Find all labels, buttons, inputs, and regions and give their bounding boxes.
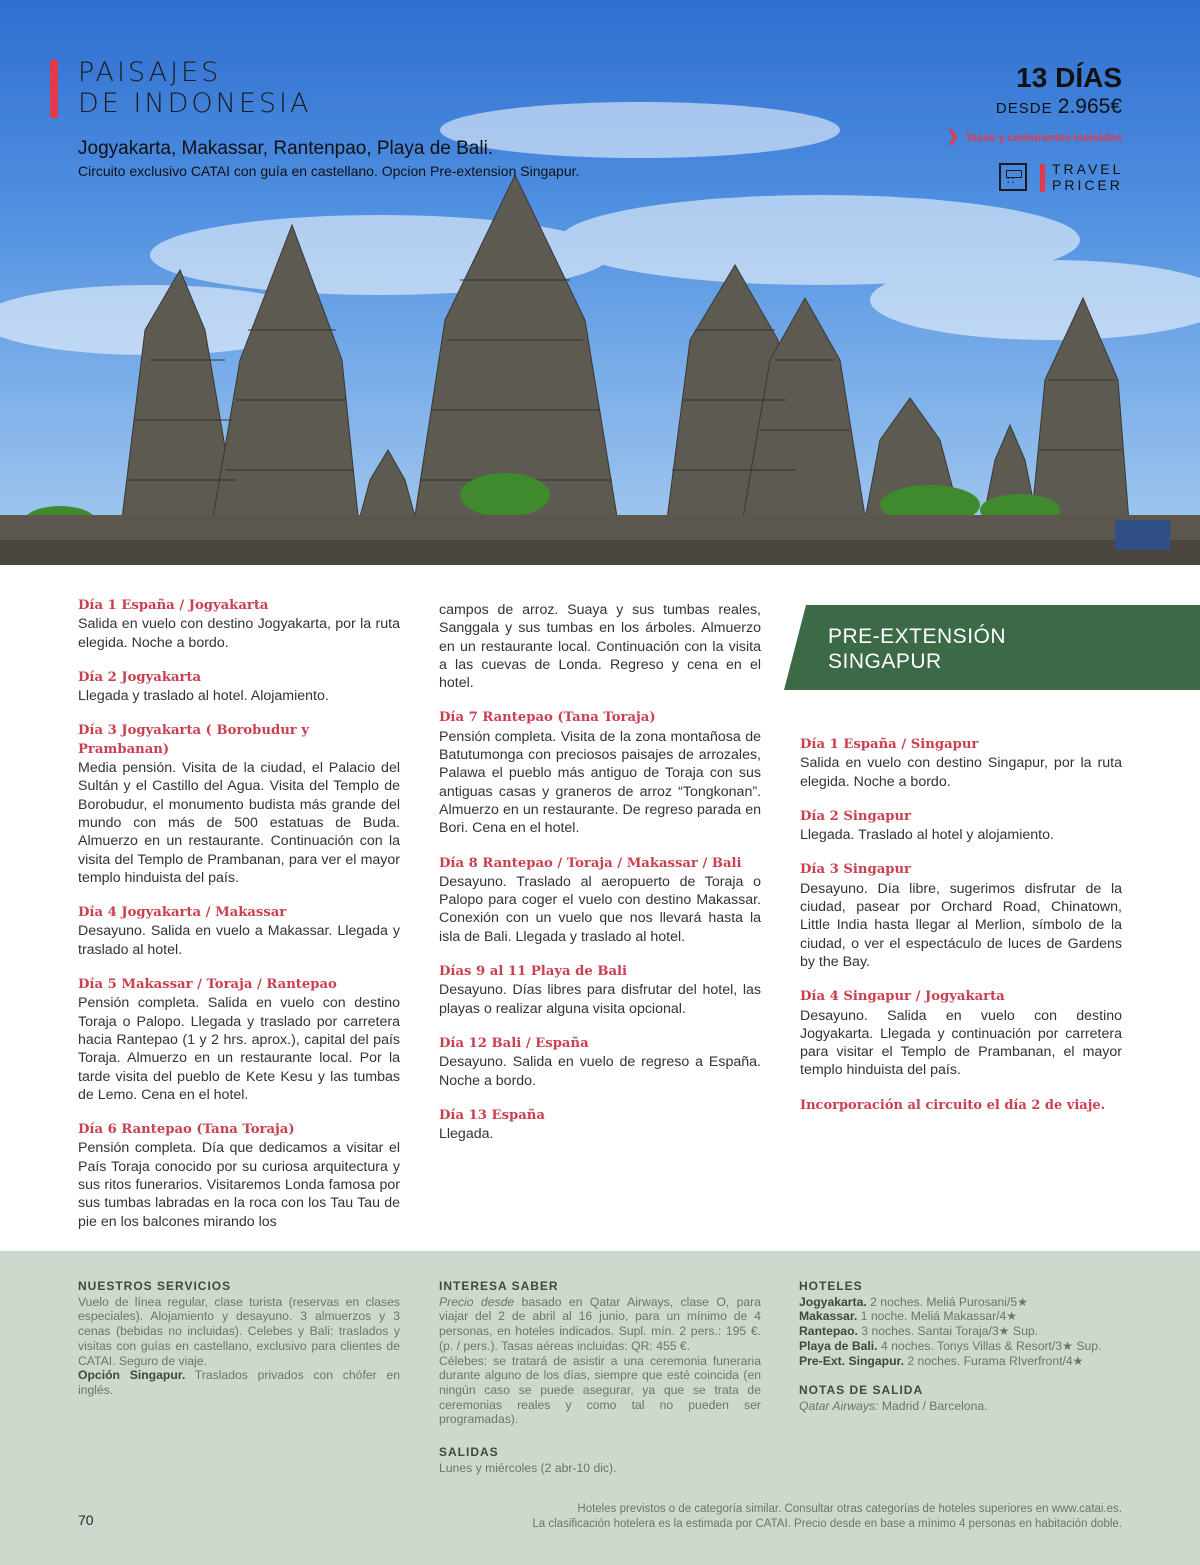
services-heading: NUESTROS SERVICIOS	[78, 1279, 232, 1293]
departures-heading: SALIDAS	[439, 1445, 499, 1459]
day-title: Día 8 Rantepao / Toraja / Makassar / Bali	[439, 855, 742, 871]
day-title: Día 4 Jogyakarta / Makassar	[78, 905, 287, 921]
day-text: Salida en vuelo con destino Jogyakarta, por la ruta elegida. Noche a bordo.	[78, 616, 400, 651]
extension-title	[828, 624, 1006, 674]
taxes-note	[947, 127, 1123, 145]
chevron-right-icon: ❯	[946, 128, 960, 145]
day-2	[78, 669, 400, 706]
disclaimer-line-2: La clasificación hotelera es la estimada por CATAI. Precio desde en base a mínimo 4 personas en habitación doble.	[532, 1518, 1122, 1530]
disclaimer-line-1: Hoteles previstos o de categoría similar. Consultar otras categorías de hoteles superiores en www.catai.es.	[577, 1503, 1122, 1515]
ext-day-4	[800, 988, 1122, 1079]
itinerary-column-1	[78, 597, 400, 1248]
day-title: Día 7 Rantepao (Tana Toraja)	[439, 710, 656, 726]
departures-section	[439, 1445, 761, 1475]
day-text: Desayuno. Salida en vuelo de regreso a España. Noche a bordo.	[439, 1054, 761, 1089]
page-title	[78, 57, 311, 119]
interest-text-2: Célebes: se tratará de asistir a una ceremonia funeraria durante alguno de los días, siempre que esté coincida (en ningún caso se puede asegurar, ya que se trata de ceremonias reales y como tal no pueden ser programadas).	[439, 1353, 761, 1427]
day-title: Día 1 España / Singapur	[800, 737, 979, 752]
interest-section	[439, 1279, 761, 1427]
hotel-city: Rantepao.	[799, 1324, 858, 1339]
day-6	[78, 1121, 400, 1231]
day-title: Día 2 Jogyakarta	[78, 669, 202, 685]
hotel-detail: 2 noches. Meliá Purosani/5★	[866, 1294, 1029, 1309]
hotel-item	[799, 1295, 1129, 1310]
interest-text	[439, 1295, 761, 1354]
day-1	[78, 597, 400, 652]
ruins-base	[0, 540, 1200, 565]
day-title: Día 12 Bali / España	[439, 1035, 589, 1051]
travel-pricer-line-1: TRAVEL	[1052, 161, 1124, 177]
interest-heading: INTERESA SABER	[439, 1279, 559, 1293]
day-text: Pensión completa. Día que dedicamos a visitar el País Toraja conocido por su curiosa arquitectura y sus ritos funerarios. Visitaremos Londa famosa por sus tumbas labradas en la roca con los Tau Tau de pie en los balcones mirando los	[78, 1140, 400, 1230]
hotel-item	[799, 1354, 1129, 1369]
route-summary: Jogyakarta, Makassar, Rantenpao, Playa de Bali.	[78, 138, 494, 159]
departure-notes-section	[799, 1383, 1129, 1413]
day-3	[78, 722, 400, 887]
trip-duration: 13 DÍAS	[1016, 62, 1122, 93]
ext-day-3	[800, 861, 1122, 971]
services-body: Vuelo de línea regular, clase turista (reservas en clases especiales). Alojamiento y desayuno. 3 almuerzos y 3 cenas (bebidas no incluidas). Celebes y Bali: traslados y visitas con guías en castellano, exclusivo para clientes de CATAI. Seguro de viaje.	[78, 1294, 400, 1368]
hotel-detail: 1 noche. Meliá Makassar/4★	[857, 1309, 1018, 1324]
interest-body: basado en Qatar Airways, clase O, para viajar del 2 de abril al 16 junio, para un mínimo de 4 personas, en hoteles indicados. Supl. mín. 2 pers.: 195 €. (p. / pers.). Tasas aéreas incluidas: QR: 455 €.	[439, 1294, 762, 1353]
day-text: Desayuno. Salida en vuelo a Makassar. Llegada y traslado al hotel.	[78, 923, 400, 958]
day-text: Salida en vuelo con destino Singapur, por la ruta elegida. Noche a bordo.	[800, 755, 1122, 790]
day-4	[78, 904, 400, 959]
title-line-1: PAISAJES	[78, 57, 222, 88]
travel-pricer-logo[interactable]	[1052, 161, 1123, 193]
hotels-heading: HOTELES	[799, 1279, 863, 1293]
extension-column	[800, 736, 1122, 1115]
day-text: campos de arroz. Suaya y sus tumbas reales, Sanggala y sus tumbas en los árboles. Almuerzo en un restaurante local. Continuación con la visita a las cuevas de Londa. Regreso y cena en el hotel.	[439, 602, 761, 692]
day-text: Desayuno. Días libres para disfrutar del hotel, las playas o realizar alguna visita opcional.	[439, 982, 761, 1017]
services-section	[78, 1279, 400, 1398]
day-text: Desayuno. Traslado al aeropuerto de Toraja o Palopo para coger el vuelo con destino Makassar. Conexión con un vuelo que nos llevará hasta la isla de Bali. Llegada y traslado al hotel.	[439, 873, 761, 945]
day-text: Desayuno. Día libre, sugerimos disfrutar de la ciudad, pasear por Orchard Road, Chinatown, Little India hasta llegar al Merlion, símbolo de la ciudad, o ver el espectáculo de luces de Gardens by the Bay.	[800, 880, 1122, 970]
hotel-city: Makassar.	[799, 1309, 858, 1324]
travel-pricer-accent	[1040, 164, 1045, 192]
day-title: Día 3 Jogyakarta ( Borobudur y Prambanan)	[78, 723, 310, 757]
ext-day-1	[800, 736, 1122, 791]
departures-text: Lunes y miércoles (2 abr-10 dic).	[439, 1460, 617, 1475]
taxes-text: Tasas y carburantes incluidos	[965, 132, 1122, 144]
hotel-item	[799, 1309, 1129, 1324]
day-5	[78, 976, 400, 1104]
from-label: DESDE	[995, 100, 1053, 117]
day-8	[439, 855, 761, 946]
day-text: Pensión completa. Salida en vuelo con destino Toraja o Palopo. Llegada y traslado por carretera hacia Rantepao (1 y 2 hrs. aprox.), capital del país Toraja. Almuerzo en un restaurante local. Por la tarde visita del pueblo de Kete Kesu y las tumbas de Lemo. Cena en el hotel.	[78, 995, 400, 1103]
ext-day-2	[800, 808, 1122, 845]
day-7	[439, 709, 761, 837]
day-title: Día 13 España	[439, 1107, 545, 1123]
hotel-city: Pre-Ext. Singapur.	[799, 1353, 904, 1368]
info-sign	[1115, 520, 1170, 550]
services-text	[78, 1295, 400, 1398]
day-title: Días 9 al 11 Playa de Bali	[439, 964, 628, 980]
day-13	[439, 1107, 761, 1144]
hotel-detail: 3 noches. Santai Toraja/3★ Sup.	[857, 1324, 1039, 1339]
day-title: Día 5 Makassar / Toraja / Rantepao	[78, 977, 337, 993]
hotel-city: Playa de Bali.	[799, 1338, 878, 1353]
day-title: Día 2 Singapur	[800, 808, 911, 824]
day-text: Desayuno. Salida en vuelo con destino Jogyakarta. Llegada y continuación por carretera para visitar el Templo de Prambanan, el mayor templo hinduista del país.	[800, 1007, 1122, 1079]
notes-emphasis: Qatar Airways:	[799, 1398, 879, 1413]
hotel-item	[799, 1339, 1129, 1354]
interest-emphasis: Precio desde	[439, 1294, 515, 1309]
hotel-detail: 2 noches. Furama RIverfront/4★	[903, 1353, 1084, 1368]
incorporation-note: Incorporación al circuito el día 2 de viaje.	[800, 1097, 1106, 1113]
notes-body: Madrid / Barcelona.	[878, 1398, 988, 1413]
subtitle: Circuito exclusivo CATAI con guía en castellano. Opcion Pre-extension Singapur.	[78, 163, 580, 179]
extension-title-line-1: PRE-EXTENSIÓN	[828, 625, 1007, 648]
day-title: Día 4 Singapur / Jogyakarta	[800, 989, 1005, 1005]
hotel-city: Jogyakarta.	[799, 1294, 867, 1309]
hotel-item	[799, 1324, 1129, 1339]
itinerary-column-2	[439, 601, 761, 1160]
calculator-icon	[999, 163, 1027, 191]
day-title: Día 6 Rantepao (Tana Toraja)	[78, 1122, 295, 1138]
page-number: 70	[78, 1512, 94, 1528]
hotel-detail: 4 noches. Tonys Villas & Resort/3★ Sup.	[877, 1338, 1102, 1353]
day-text: Media pensión. Visita de la ciudad, el Palacio del Sultán y el Castillo del Agua. Visita del Templo de Borobudur, el monumento budista más grande del mundo con más de 500 estatuas de Buda. Almuerzo en un restaurante. Continuación con la visita del Templo de Prambanan, para ver el mayor templo hinduista del país.	[78, 760, 400, 886]
disclaimer	[532, 1502, 1122, 1532]
price-line	[996, 95, 1122, 119]
day-text: Pensión completa. Visita de la zona montañosa de Batutumonga con preciosos paisajes de arrozales, Palawa el pueblo más antiguo de Toraja con sus antiguas casas y graneros de arroz “Tongkonan”. Almuerzo en un restaurante. De regreso parada en Bori. Cena en el hotel.	[439, 728, 761, 837]
title-accent-bar	[50, 60, 58, 118]
hero-photo	[0, 0, 1200, 565]
day-text: Llegada.	[439, 1126, 494, 1143]
day-text: Llegada. Traslado al hotel y alojamiento.	[800, 827, 1054, 844]
day-12	[439, 1035, 761, 1090]
price: 2.965€	[1057, 95, 1122, 118]
day-title: Día 3 Singapur	[800, 862, 911, 878]
option-text: Traslados privados con chófer en inglés.	[78, 1368, 400, 1397]
hotels-section	[799, 1279, 1129, 1368]
travel-pricer-line-2: PRICER	[1052, 177, 1123, 193]
extension-title-line-2: SINGAPUR	[828, 650, 942, 673]
day-6-continued	[439, 601, 761, 692]
notes-heading: NOTAS DE SALIDA	[799, 1383, 924, 1397]
day-9-11	[439, 963, 761, 1018]
day-text: Llegada y traslado al hotel. Alojamiento.	[78, 688, 329, 705]
title-line-2: DE INDONESIA	[78, 88, 312, 119]
option-label: Opción Singapur.	[78, 1368, 186, 1383]
day-title: Día 1 España / Jogyakarta	[78, 598, 269, 613]
notes-text	[799, 1399, 1129, 1414]
